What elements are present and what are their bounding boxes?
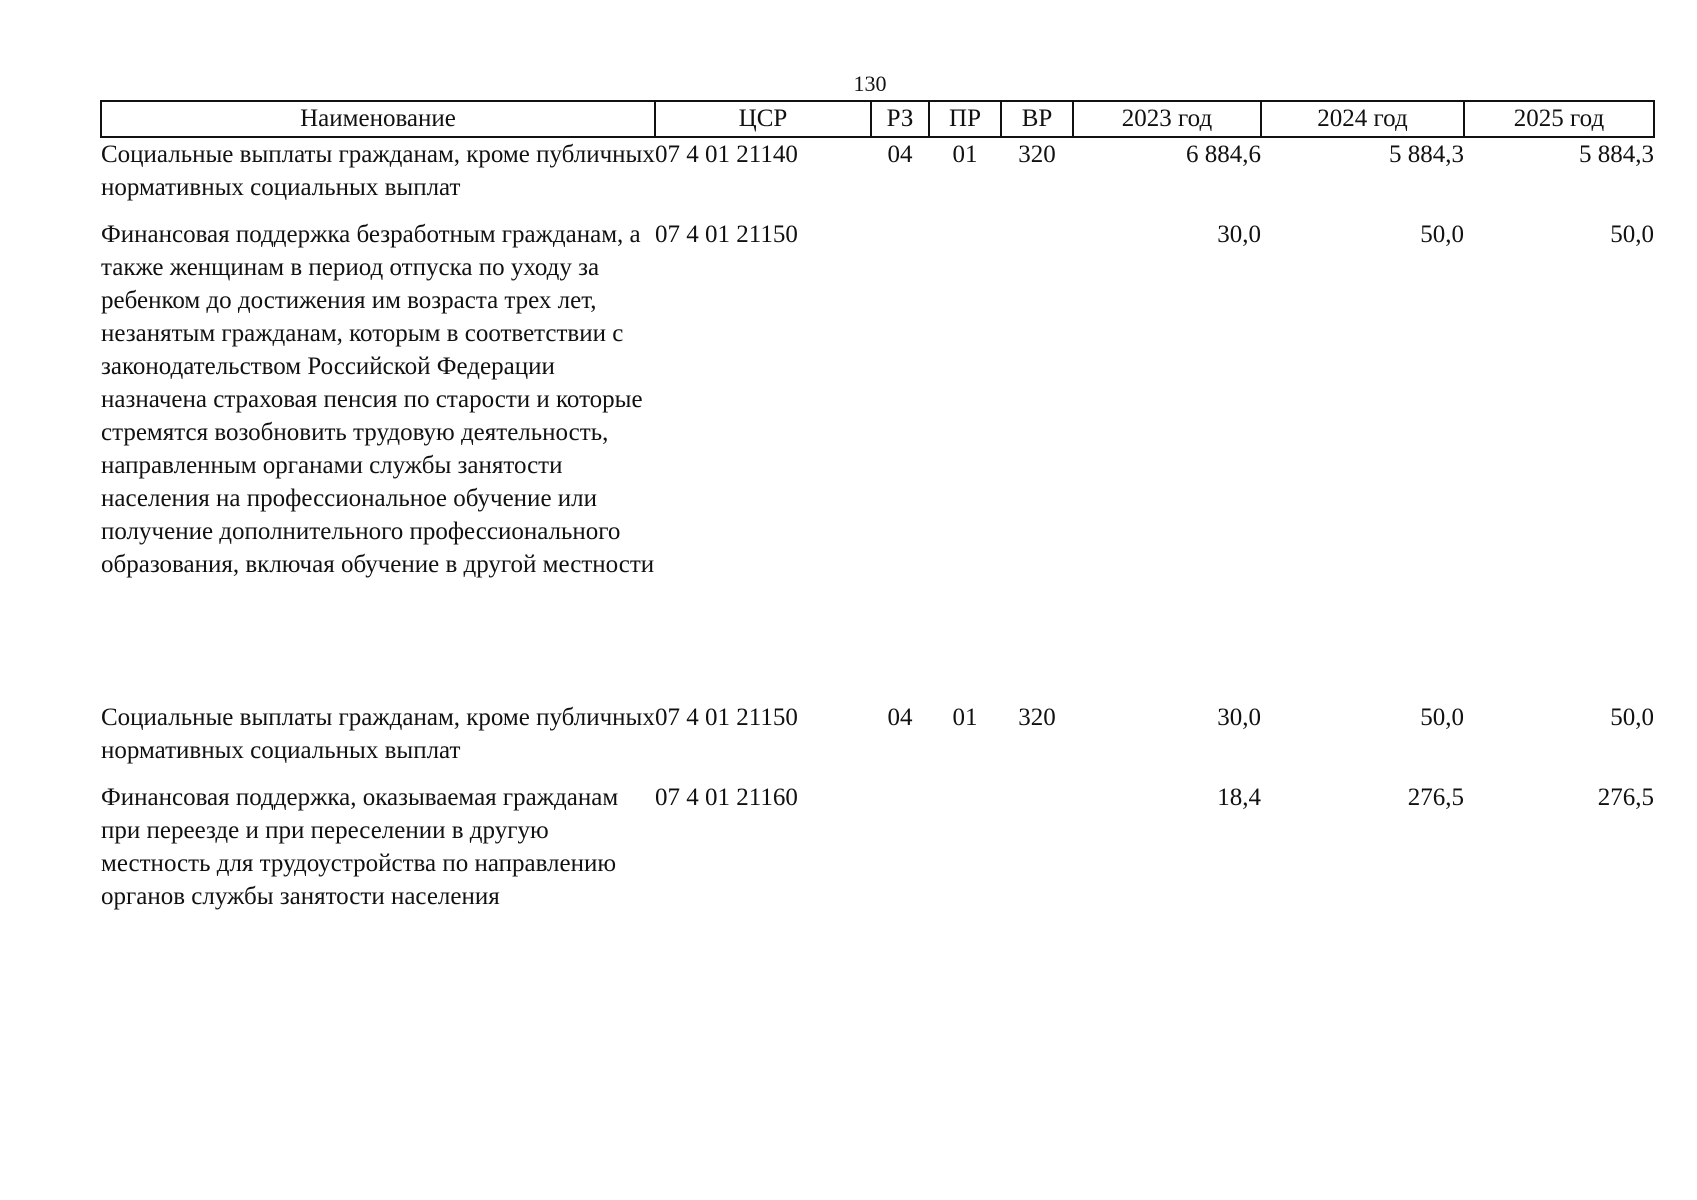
row-pr xyxy=(929,781,1001,913)
row-2024: 276,5 xyxy=(1407,784,1464,811)
row-2024: 50,0 xyxy=(1420,221,1464,248)
header-rz: РЗ xyxy=(871,101,929,137)
header-2023: 2023 год xyxy=(1073,101,1261,137)
row-rz: 04 xyxy=(887,704,913,731)
row-vr: 320 xyxy=(1018,704,1056,731)
header-2024: 2024 год xyxy=(1261,101,1464,137)
row-2025: 50,0 xyxy=(1610,704,1654,731)
table-row xyxy=(101,137,1654,218)
row-2024: 50,0 xyxy=(1420,704,1464,731)
row-name: Социальные выплаты гражданам, кроме публичных нормативных социальных выплат xyxy=(101,141,655,201)
header-vr: ВР xyxy=(1001,101,1073,137)
row-csr: 07 4 01 21160 xyxy=(655,784,798,811)
row-pr xyxy=(929,218,1001,701)
row-vr xyxy=(1001,781,1073,913)
table-row xyxy=(101,781,1654,913)
row-vr: 320 xyxy=(1018,141,1056,168)
row-2023: 6 884,6 xyxy=(1186,141,1261,168)
row-2023: 30,0 xyxy=(1217,704,1261,731)
row-csr: 07 4 01 21150 xyxy=(655,221,798,248)
row-pr: 01 xyxy=(952,141,978,168)
budget-table xyxy=(100,100,1655,913)
row-name: Финансовая поддержка безработным гражданам, а также женщинам в период отпуска по уходу за ребенком до достижения им возраста трех лет, незанятым гражданам, которым в соответствии с законодательством Российской Федерации назначена страховая пенсия по старости и которые стремятся возобновить трудовую деятельность, направленным органами службы занятости населения на профессиональное обучение или получение дополнительного профессионального образования, включая обучение в другой местности xyxy=(101,221,655,578)
header-2025: 2025 год xyxy=(1464,101,1654,137)
header-pr: ПР xyxy=(929,101,1001,137)
row-2024: 5 884,3 xyxy=(1389,141,1464,168)
row-2023: 30,0 xyxy=(1217,221,1261,248)
row-2025: 50,0 xyxy=(1610,221,1654,248)
row-2025: 276,5 xyxy=(1597,784,1654,811)
row-name: Финансовая поддержка, оказываемая гражданам при переезде и при переселении в другую местность для трудоустройства по направлению органов службы занятости населения xyxy=(101,784,619,910)
table-row xyxy=(101,218,1654,701)
row-pr: 01 xyxy=(952,704,978,731)
row-rz xyxy=(871,781,929,913)
row-csr: 07 4 01 21150 xyxy=(655,704,798,731)
page-number: 130 xyxy=(853,71,887,96)
header-csr: ЦСР xyxy=(655,101,871,137)
row-csr: 07 4 01 21140 xyxy=(655,141,798,168)
row-name: Социальные выплаты гражданам, кроме публичных нормативных социальных выплат xyxy=(101,704,655,764)
row-2025: 5 884,3 xyxy=(1579,141,1654,168)
table-row xyxy=(101,701,1654,781)
row-2023: 18,4 xyxy=(1217,784,1261,811)
table-header-row xyxy=(101,101,1654,137)
header-name: Наименование xyxy=(101,101,655,137)
row-rz xyxy=(871,218,929,701)
row-vr xyxy=(1001,218,1073,701)
row-rz: 04 xyxy=(887,141,913,168)
